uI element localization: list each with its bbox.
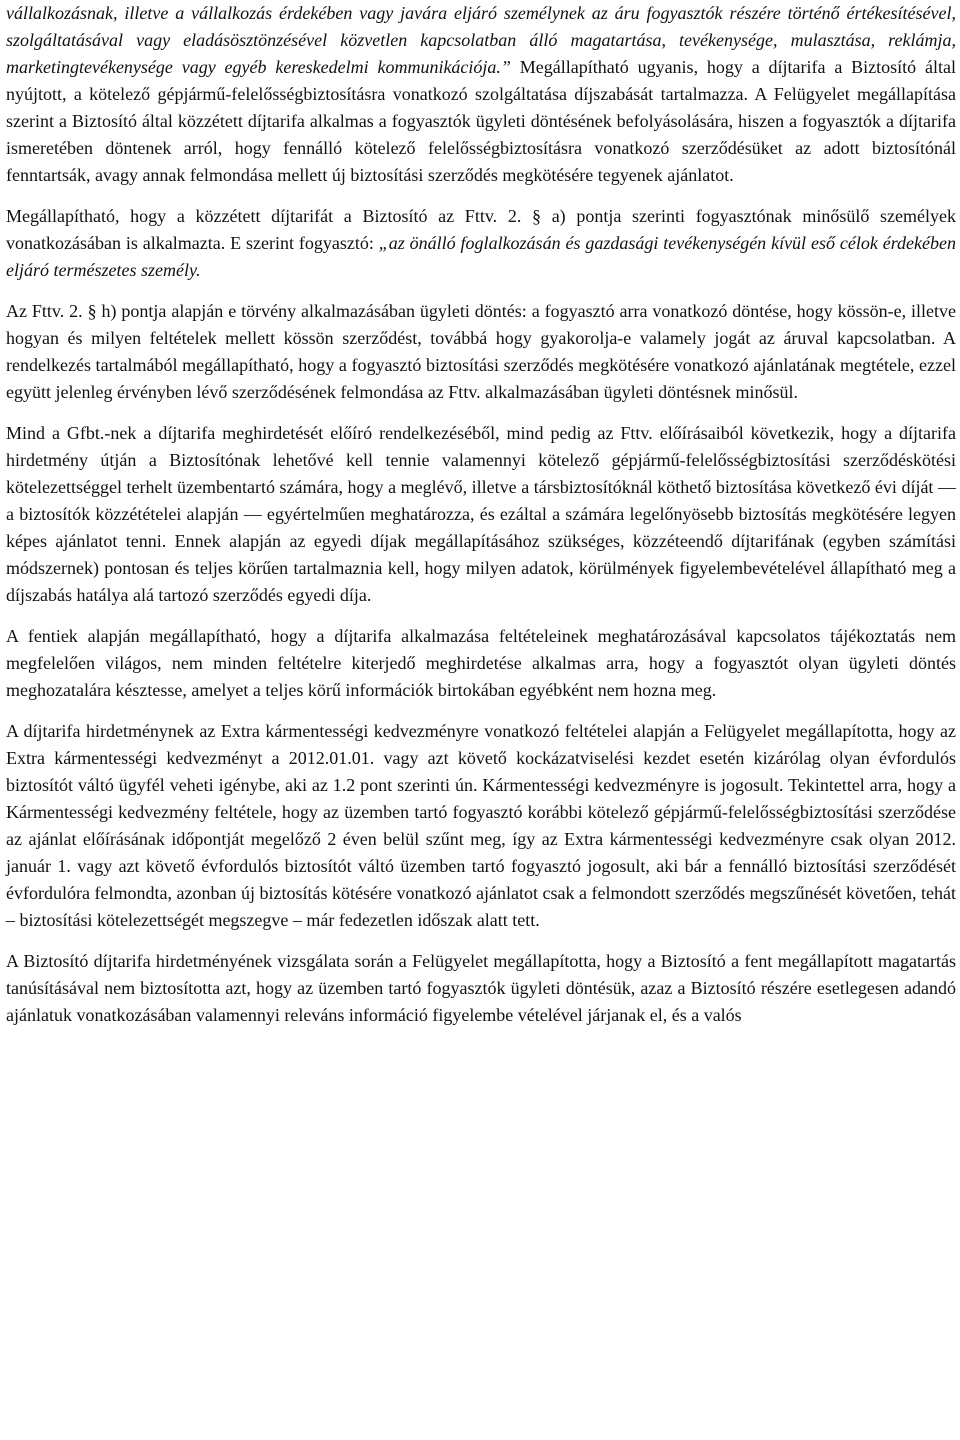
paragraph-7: A Biztosító díjtarifa hirdetményének vizsgálata során a Felügyelet megállapította, hogy a Biztosító a fent megállapított magatartás tanúsításával nem biztosította azt, hogy az üzemben tartó fogyasztók ügyleti döntésük, azaz a Biztosító részére esetlegesen adandó ajánlatuk vonatkozásában valamennyi releváns információ figyelembe vételével járjanak el, és a valós xyxy=(6,951,956,1025)
paragraph-1-intro: vállalkozásnak, illetve a vállalkozás érdekében vagy javára eljáró személynek az áru fogyasztók részére történő értékesítésével, szolgáltatásával vagy eladásösztönzésével közvetlen kapcsolatban álló magatartása, tevékenysége, mulasztása, reklámja, marketingtevékenysége vagy egyéb kereskedelmi kommunikációja.” xyxy=(6,3,956,77)
paragraph-2-quote: „az önálló foglalkozásán és gazdasági tevékenységén kívül eső célok érdekében eljáró természetes személy. xyxy=(6,233,956,280)
paragraph-6: A díjtarifa hirdetménynek az Extra kármentességi kedvezményre vonatkozó feltételei alapján a Felügyelet megállapította, hogy az Extra kármentességi kedvezményt a 2012.01.01. vagy azt követő kockázatviselési kezdet esetén kizárólag olyan évfordulós biztosítót váltó ügyfél veheti igénybe, aki az 1.2 pont szerinti ún. Kármentességi kedvezményre is jogosult. Tekintettel arra, hogy a Kármentességi kedvezmény feltétele, hogy az üzemben tartó fogyasztó korábbi kötelező gépjármű-felelősségbiztosítási szerződése az ajánlat előírásának időpontját megelőző 2 éven belül szűnt meg, így az Extra kármentességi kedvezményre csak olyan 2012. január 1. vagy azt követő évfordulós biztosítót váltó üzemben tartó fogyasztó jogosult, aki bár a fennálló biztosítási szerződését évfordulóra felmondta, azonban új biztosítás kötésére vonatkozó ajánlatot csak a felmondott szerződés megszűnését követően, tehát – biztosítási kötelezettségét megszegve – már fedezetlen időszak alatt tett. xyxy=(6,721,956,930)
paragraph-5: A fentiek alapján megállapítható, hogy a díjtarifa alkalmazása feltételeinek meghatározásával kapcsolatos tájékoztatás nem megfelelően világos, nem minden feltételre kiterjedő meghirdetése alkalmas arra, hogy a fogyasztót olyan ügyleti döntés meghozatalára késztesse, amelyet a teljes körű információk birtokában egyébként nem hozna meg. xyxy=(6,626,956,700)
paragraph-2 xyxy=(6,203,956,284)
paragraph-3: Az Fttv. 2. § h) pontja alapján e törvény alkalmazásában ügyleti döntés: a fogyasztó arra vonatkozó döntése, hogy kössön-e, illetve hogyan és milyen feltételek mellett kössön szerződést, továbbá hogy gyakorolja-e valamely jogát az áruval kapcsolatban. A rendelkezés tartalmából megállapítható, hogy a fogyasztó biztosítási szerződés megkötésére vonatkozó ajánlatának megtétele, ezzel együtt jelenleg érvényben lévő szerződésének felmondása az Fttv. alkalmazásában ügyleti döntésnek minősül. xyxy=(6,301,956,402)
paragraph-4: Mind a Gfbt.-nek a díjtarifa meghirdetését előíró rendelkezéséből, mind pedig az Fttv. előírásaiból következik, hogy a díjtarifa hirdetmény útján a Biztosítónak lehetővé kell tennie valamennyi kötelező gépjármű-felelősségbiztosítási szerződéskötési kötelezettséggel terhelt üzembentartó számára, hogy a meglévő, illetve a társbiztosítóknál köthető biztosítása következő évi díját — a biztosítók közzétételei alapján — egyértelműen meghatározza, és ezáltal a számára legelőnyösebb biztosítás megkötésére legyen képes ajánlatot tenni. Ennek alapján az egyedi díjak megállapításához szükséges, közzéteendő díjtarifának (egyben számítási módszernek) pontosan és teljes körűen tartalmaznia kell, hogy milyen adatok, körülmények figyelembevételével állapítható meg a díjszabás hatálya alá tartozó szerződés egyedi díja. xyxy=(6,423,956,605)
paragraph-1 xyxy=(6,0,956,189)
paragraph-1-body: Megállapítható ugyanis, hogy a díjtarifa a Biztosító által nyújtott, a kötelező gépjármű-felelősségbiztosításra vonatkozó szolgáltatása díjszabását tartalmazza. A Felügyelet megállapítása szerint a Biztosító által közzétett díjtarifa alkalmas a fogyasztók ügyleti döntésének befolyásolására, hiszen a fogyasztók a díjtarifa ismeretében döntenek arról, hogy fennálló kötelező felelősségbiztosításra vonatkozó szerződésüket az adott biztosítónál fenntartsák, avagy annak felmondása mellett új biztosítási szerződés megkötésére tegyenek ajánlatot. xyxy=(6,57,956,185)
paragraph-2-body: Megállapítható, hogy a közzétett díjtarifát a Biztosító az Fttv. 2. § a) pontja szerinti fogyasztónak minősülő személyek vonatkozásában is alkalmazta. E szerint fogyasztó: xyxy=(6,206,956,253)
